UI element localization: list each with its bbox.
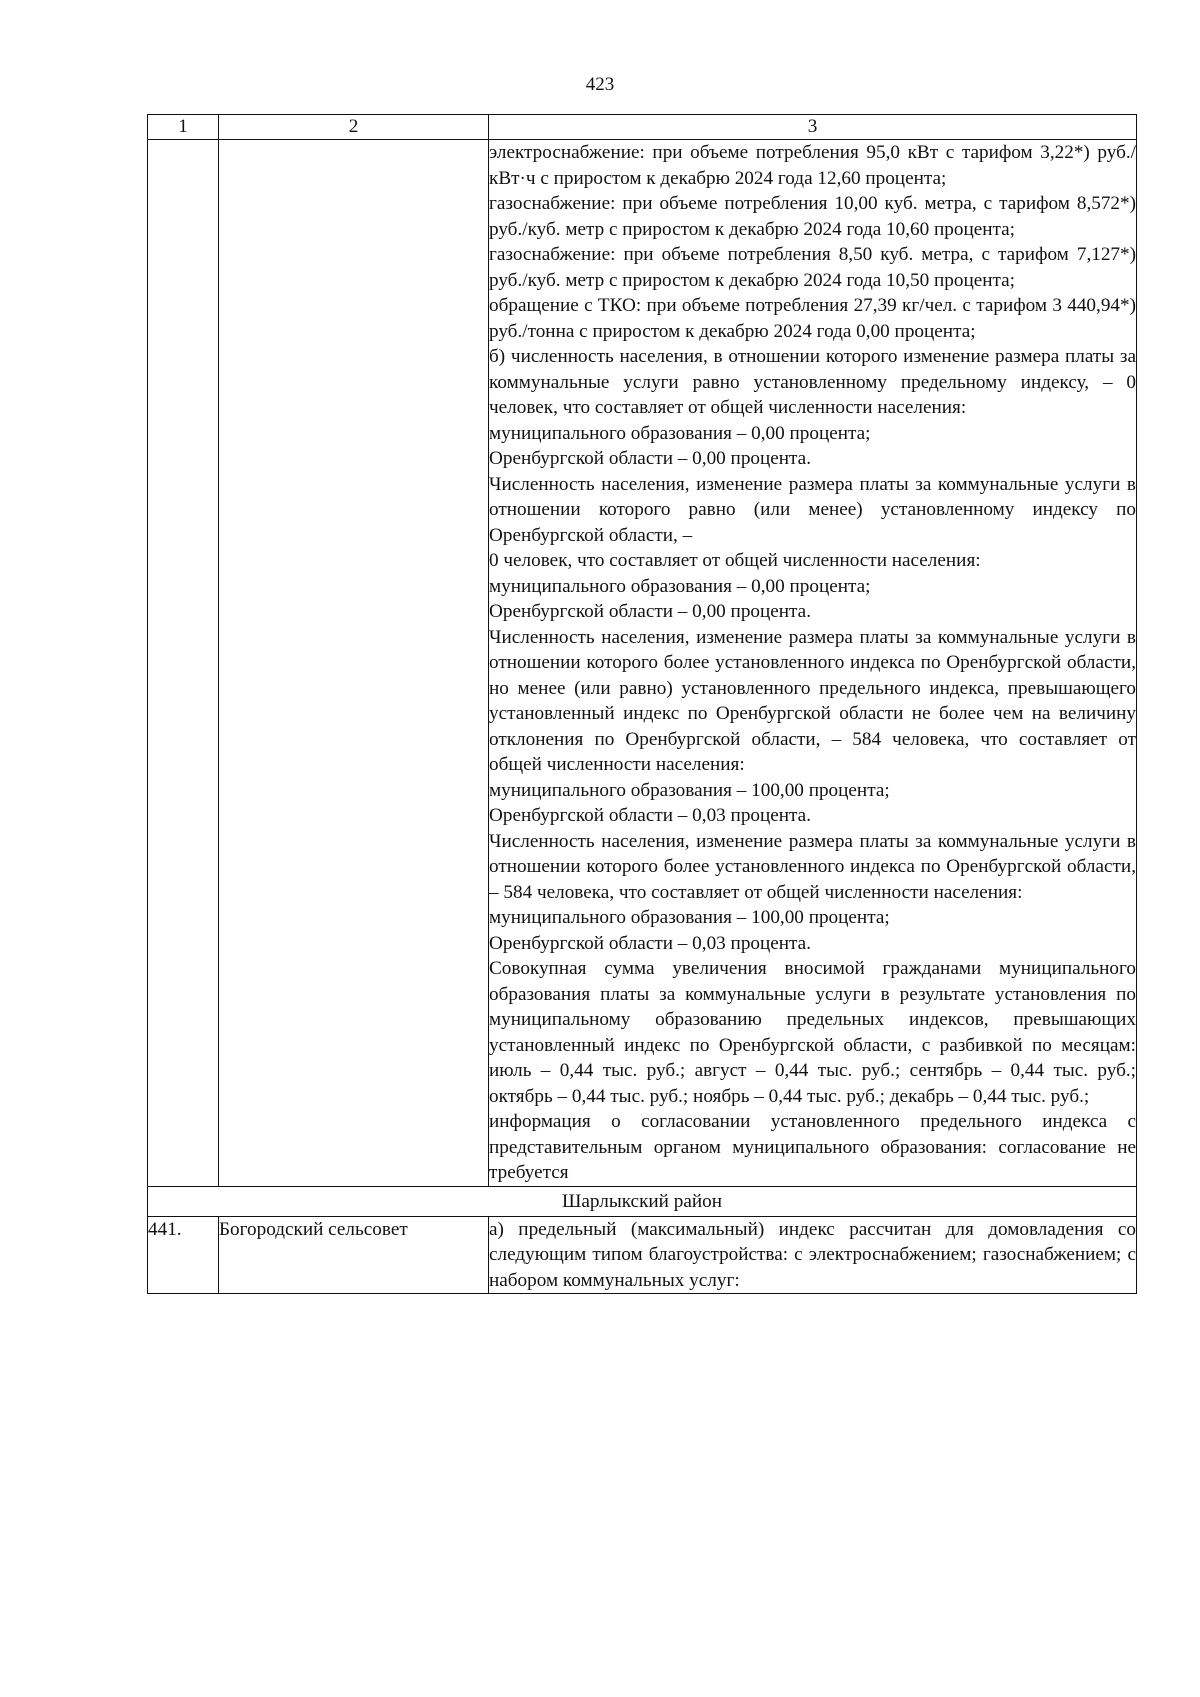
paragraph-region-share-2: Оренбургской области – 0,00 процента. — [489, 601, 811, 622]
paragraph-population-above: Численность населения, изменение размера платы за коммунальные услуги в отношении которого более установленного индекса по Оренбургской области, – 584 человека, что составляет от общей численности населения: — [489, 830, 1136, 903]
paragraph-region-share-3: Оренбургской области – 0,03 процента. — [489, 805, 811, 826]
paragraph-municipal-share-2: муниципального образования – 0,00 процента; — [489, 575, 871, 597]
row-text-cell — [489, 1216, 1137, 1294]
column-header-3: 3 — [489, 115, 1137, 140]
continuation-row — [148, 140, 1137, 1187]
paragraph-population-equal: Численность населения, изменение размера платы за коммунальные услуги в отношении которого равно (или менее) установленному индексу по Оренбургской области, – — [489, 473, 1136, 546]
section-row — [148, 1186, 1137, 1216]
continuation-number-cell — [148, 140, 219, 1187]
row-number: 441. — [148, 1216, 219, 1294]
paragraph-population-deviation: Численность населения, изменение размера платы за коммунальные услуги в отношении которого более установленного индекса по Оренбургской области, но менее (или равно) установленного предельного индекса, превышающего установленный индекс по Оренбургской области не более чем на величину отклонения по Оренбургской области, – 584 человека, что составляет от общей численности населения: — [489, 626, 1136, 775]
paragraph-region-share-1: Оренбургской области – 0,00 процента. — [489, 448, 811, 469]
continuation-text-cell — [489, 140, 1137, 1187]
paragraph-municipal-share-1: муниципального образования – 0,00 процента; — [489, 422, 871, 444]
paragraph-gas-2: газоснабжение: при объеме потребления 8,50 куб. метра, с тарифом 7,127*) руб./куб. метр с приростом к декабрю 2024 года 10,50 процента; — [489, 244, 1136, 291]
document-table — [147, 114, 1137, 1294]
paragraph-municipal-share-4: муниципального образования – 100,00 процента; — [489, 907, 890, 928]
page-number: 423 — [585, 74, 615, 95]
paragraph-region-share-4: Оренбургской области – 0,03 процента. — [489, 932, 811, 954]
municipality-name: Богородский сельсовет — [219, 1216, 489, 1294]
paragraph-waste: обращение с ТКО: при объеме потребления 27,39 кг/чел. с тарифом 3 440,94*) руб./тонна с приростом к декабрю 2024 года 0,00 процента; — [489, 295, 1136, 342]
paragraph-municipal-share-3: муниципального образования – 100,00 процента; — [489, 779, 890, 801]
paragraph-gas-1: газоснабжение: при объеме потребления 10,00 куб. метра, с тарифом 8,572*) руб./куб. метр с приростом к декабрю 2024 года 10,60 процента; — [489, 193, 1136, 240]
column-header-1: 1 — [148, 115, 219, 140]
table-row — [148, 1216, 1137, 1294]
paragraph-population-equal-count: 0 человек, что составляет от общей численности населения: — [489, 550, 981, 571]
paragraph-index-a: а) предельный (максимальный) индекс рассчитан для домовладения со следующим типом благоустройства: с электроснабжением; газоснабжением; с набором коммунальных услуг: — [489, 1218, 1136, 1291]
paragraph-total-increase: Совокупная сумма увеличения вносимой гражданами муниципального образования платы за коммунальные услуги в результате установления по муниципальному образованию предельных индексов, превышающих установленный индекс по Оренбургской области, с разбивкой по месяцам: июль – 0,44 тыс. руб.; август – 0,44 тыс. руб.; сентябрь – 0,44 тыс. руб.; октябрь – 0,44 тыс. руб.; ноябрь – 0,44 тыс. руб.; декабрь – 0,44 тыс. руб.; — [489, 958, 1136, 1107]
column-header-2: 2 — [219, 115, 489, 140]
continuation-name-cell — [219, 140, 489, 1187]
paragraph-electricity: электроснабжение: при объеме потребления 95,0 кВт с тарифом 3,22*) руб./кВт·ч с приростом к декабрю 2024 года 12,60 процента; — [489, 142, 1136, 189]
paragraph-population-b: б) численность населения, в отношении которого изменение размера платы за коммунальные услуги равно установленному предельному индексу, – 0 человек, что составляет от общей численности населения: — [489, 346, 1136, 418]
paragraph-approval-info: информация о согласовании установленного предельного индекса с представительным органом муниципального образования: согласование не требуется — [489, 1111, 1136, 1183]
table-header-row — [148, 115, 1137, 140]
section-title: Шарлыкский район — [148, 1186, 1137, 1216]
